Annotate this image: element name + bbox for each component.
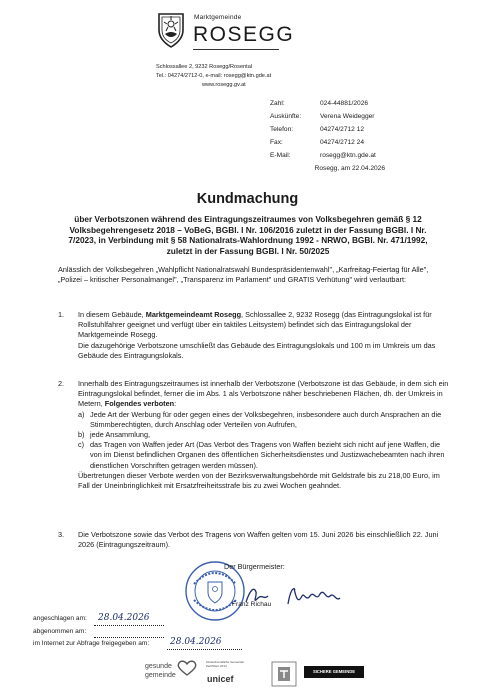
item-extra: Die dazugehörige Verbotszone umschließt das Gebäude des Eintragungslokals und 100 m im Umkreis um das Gebäude des Eintragungslokals. bbox=[78, 340, 436, 360]
removed-label: abgenommen am: bbox=[33, 628, 87, 635]
coat-of-arms-icon bbox=[156, 10, 186, 48]
sichere-gemeinde-logo: SICHERE GEMEINDE bbox=[304, 666, 364, 678]
posted-line bbox=[94, 625, 164, 626]
internet-line bbox=[167, 649, 242, 650]
gesunde-gemeinde-logo bbox=[145, 663, 176, 680]
sub-item-text: das Tragen von Waffen jeder Art (Das Verbot des Tragens von Waffen bezieht sich nicht auf jene Waffen, die von im Dienst befindlichen Organen des öffentlichen Sicherheitsdienstes und Justizwachebeamten nach ihren dienstlichen Vorschriften getragen werden müssen). bbox=[90, 440, 445, 470]
info-label: Zahl: bbox=[270, 100, 285, 107]
item-number: 1. bbox=[58, 310, 65, 319]
info-row bbox=[270, 149, 376, 162]
item-text-post: , Schlossallee 2, 9232 Rosegg (das Eintragungslokal ist für Rollstuhlfahrer geeignet und verfügt über ein taktiles Leitsystem) befindet sich das Eintragungslokal der Marktgemeinde Rosegg. bbox=[78, 310, 432, 340]
internet-row bbox=[33, 640, 149, 647]
info-value: 04274/2712 12 bbox=[320, 126, 365, 134]
removed-line bbox=[94, 637, 164, 638]
contact-line: Tel.: 04274/2712-0, e-mail: rosegg@ktn.gde.at bbox=[156, 73, 272, 79]
letterhead-prefix: Marktgemeinde bbox=[194, 14, 242, 21]
item-extra: Übertretungen dieser Verbote werden von der Bezirksverwaltungsbehörde mit Geldstrafe bis zu 218,00 Euro, im Fall der Uneinbringlichkeit mit Ersatzfreiheitsstrafe bis zu zwei Wochen geahndet. bbox=[78, 470, 440, 491]
internet-date-handwritten: 28.04.2026 bbox=[170, 637, 222, 647]
fairtrade-icon bbox=[271, 661, 297, 687]
item-text-bold: Folgendes verboten bbox=[104, 399, 175, 409]
info-label: Telefon: bbox=[270, 126, 294, 134]
removed-row bbox=[33, 628, 86, 635]
sub-item-letter: a) bbox=[78, 409, 85, 419]
info-value: 04274/2712 24 bbox=[320, 139, 365, 147]
letterhead-address bbox=[156, 63, 271, 90]
address-line: Schlossallee 2, 9232 Rosegg/Rosental bbox=[156, 64, 253, 70]
info-label: E-Mail: bbox=[270, 152, 291, 160]
info-row bbox=[270, 136, 376, 149]
info-row bbox=[270, 123, 376, 136]
sub-item-letter: c) bbox=[78, 440, 85, 450]
item-number: 3. bbox=[58, 530, 65, 539]
document-title: Kundmachung bbox=[196, 191, 299, 207]
item-text bbox=[78, 530, 450, 550]
sub-item-c bbox=[78, 440, 450, 471]
item-number: 2. bbox=[58, 379, 65, 388]
info-value: rosegg@ktn.gde.at bbox=[320, 152, 376, 160]
letterhead-divider bbox=[193, 49, 279, 50]
letterhead-name: ROSEGG bbox=[193, 23, 295, 46]
sub-item-a bbox=[78, 410, 450, 430]
item-text-pre: In diesem Gebäude, bbox=[78, 310, 146, 319]
sub-item-text: jede Ansammlung, bbox=[90, 430, 151, 440]
info-value: 024-44881/2026 bbox=[320, 100, 369, 107]
gemeinde-text: gemeinde bbox=[145, 671, 176, 679]
posted-row bbox=[33, 615, 87, 622]
item-text-post: : bbox=[174, 399, 177, 409]
info-value: Verena Weidegger bbox=[320, 113, 375, 121]
posted-date-handwritten: 28.04.2026 bbox=[98, 613, 150, 623]
item-text bbox=[78, 310, 450, 361]
info-label: Auskünfte: bbox=[270, 113, 302, 121]
intro-paragraph: Anlässlich der Volksbegehren „Wahlpflicht Nationalratswahl Bundespräsidentenwahl", „Karfreitag-Feiertag für Alle", „Polizei – kritischer Personalmangel", „Transparenz im Parlament" und GRATIS Verhütung" wird verlautbart: bbox=[58, 265, 429, 284]
signatory-name: Franz Richau bbox=[232, 601, 272, 608]
sub-item-text: Jede Art der Werbung für oder gegen eines der Volksbegehren, insbesondere auch durch Ansprachen an die Stimmberechtigten, durch Anschlag oder Verteilen von Aufrufen, bbox=[90, 409, 442, 429]
gesunde-text: gesunde bbox=[145, 663, 172, 670]
child-friendly-community-text: Kinderfreundliche Gemeinde Zertifiziert 2014 bbox=[206, 660, 245, 668]
info-label: Fax: bbox=[270, 139, 283, 147]
heart-icon bbox=[175, 660, 199, 676]
posted-label: angeschlagen am: bbox=[33, 615, 87, 622]
item-text-pre: Die Verbotszone sowie das Verbot des Tragens von Waffen gelten vom 15. Juni 2026 bis einschließlich 22. Juni 2026 (Eintragungszeitraum). bbox=[78, 530, 439, 550]
info-row bbox=[270, 110, 376, 123]
internet-label: im Internet zur Abfrage freigegeben am: bbox=[33, 640, 150, 647]
item-text-bold: Marktgemeindeamt Rosegg bbox=[145, 310, 242, 319]
info-block bbox=[270, 97, 376, 162]
document-subtitle: über Verbotszonen während des Eintragungszeitraumes von Volksbegehren gemäß § 12 Volksbegehrengesetz 2018 – VoBeG, BGBl. I Nr. 106/2016 zuletzt in der Fassung BGBl. I Nr. 7/2023, in Verbindung mit § 58 Nationalrats-Wahlordnung 1992 - NRWO, BGBl. Nr. 471/1992, zuletzt in der Fassung BGBl. I Nr. 50/2025 bbox=[68, 214, 428, 256]
sub-item-b bbox=[78, 430, 450, 440]
item-text-pre: Innerhalb des Eintragungszeitraumes ist innerhalb der Verbotszone (Verbotszone ist das Gebäude, in dem sich ein Eintragungslokal befindet, ferner die im Abs. 1 als Verbotszone näher beschriebenen Flächen, dh. der Umkreis in Metern, bbox=[78, 379, 449, 409]
website-line: www.rosegg.gv.at bbox=[202, 82, 246, 88]
item-text bbox=[78, 379, 450, 491]
info-row bbox=[270, 97, 376, 110]
sub-item-letter: b) bbox=[78, 430, 85, 440]
signature-label: Der Bürgermeister: bbox=[224, 562, 285, 571]
unicef-logo: unicef bbox=[207, 674, 234, 684]
document-date: Rosegg, am 22.04.2026 bbox=[314, 165, 385, 172]
